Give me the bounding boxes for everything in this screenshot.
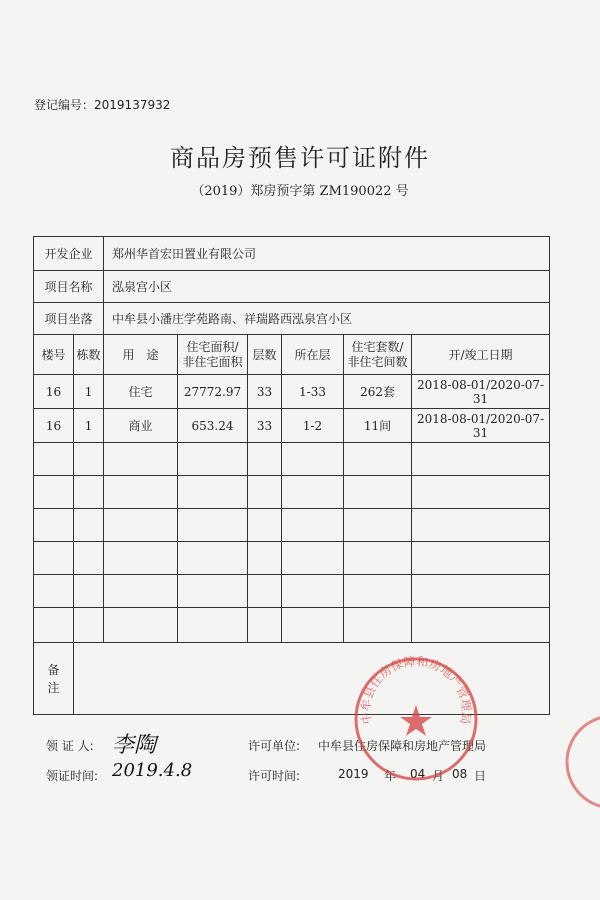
day-char: 日 [474, 769, 487, 783]
notes-label [34, 643, 74, 715]
empty-row [34, 443, 550, 476]
empty-row [34, 575, 550, 608]
table-row [34, 375, 550, 409]
location-label: 项目坐落 [34, 303, 104, 335]
header-units-line1: 住宅套数/ [351, 339, 404, 354]
cell-located-floor: 1-33 [282, 375, 344, 409]
location-row [34, 303, 550, 335]
cell-floors: 33 [248, 409, 282, 443]
cell-units: 11间 [344, 409, 412, 443]
header-building-no: 楼号 [34, 335, 74, 375]
receiver-signature: 李陶 [112, 733, 157, 758]
table-row [34, 409, 550, 443]
document-number: （2019）郑房预字第 ZM190022 号 [191, 184, 409, 199]
seal-text: 中牟县住房保障和房地产管理局 [358, 655, 474, 726]
cell-floors: 33 [248, 375, 282, 409]
project-row [34, 271, 550, 303]
receive-time-value: 2019.4.8 [112, 760, 193, 781]
cell-building-no: 16 [34, 375, 74, 409]
table-header-row [34, 335, 550, 375]
permit-time-label: 许可时间: [248, 769, 301, 783]
permit-year: 2019 [338, 767, 369, 781]
notes-label-char2: 注 [47, 680, 60, 695]
cell-count: 1 [74, 375, 104, 409]
cell-building-no: 16 [34, 409, 74, 443]
month-char: 月 [432, 769, 445, 783]
registration-value: 2019137932 [94, 98, 171, 112]
cell-use: 住宅 [104, 375, 178, 409]
header-located-floor: 所在层 [282, 335, 344, 375]
receive-time-label: 领证时间: [46, 769, 99, 783]
developer-row [34, 237, 550, 271]
notes-label-char1: 备 [47, 662, 60, 677]
developer-label: 开发企业 [34, 237, 104, 271]
page-title: 商品房预售许可证附件 [170, 144, 430, 172]
header-units [344, 335, 412, 375]
cell-units: 262套 [344, 375, 412, 409]
empty-row [34, 608, 550, 643]
permit-month: 04 [410, 767, 426, 781]
header-area [178, 335, 248, 375]
cell-dates: 2018-08-01/2020-07-31 [412, 409, 550, 443]
project-value: 泓泉宫小区 [104, 271, 550, 303]
cell-use: 商业 [104, 409, 178, 443]
header-dates: 开/竣工日期 [412, 335, 550, 375]
receiver-label: 领 证 人: [46, 739, 94, 753]
empty-row [34, 542, 550, 575]
header-area-line1: 住宅面积/ [186, 339, 239, 354]
cell-count: 1 [74, 409, 104, 443]
developer-value: 郑州华首宏田置业有限公司 [104, 237, 550, 271]
header-area-line2: 非住宅面积 [182, 354, 243, 369]
registration-number [34, 96, 170, 113]
header-use: 用 途 [104, 335, 178, 375]
cell-dates: 2018-08-01/2020-07-31 [412, 375, 550, 409]
header-floors: 层数 [248, 335, 282, 375]
permit-day: 08 [452, 767, 468, 781]
project-label: 项目名称 [34, 271, 104, 303]
cell-area: 653.24 [178, 409, 248, 443]
official-seal [352, 655, 480, 783]
header-count: 栋数 [74, 335, 104, 375]
empty-row [34, 509, 550, 542]
empty-row [34, 476, 550, 509]
location-value: 中牟县小潘庄学苑路南、祥瑞路西泓泉宫小区 [104, 303, 550, 335]
registration-label: 登记编号： [34, 98, 95, 112]
partial-seal [558, 712, 600, 812]
cell-located-floor: 1-2 [282, 409, 344, 443]
permit-table [33, 236, 550, 715]
year-char: 年 [384, 769, 397, 783]
cell-area: 27772.97 [178, 375, 248, 409]
issuer-label: 许可单位: [248, 739, 301, 753]
header-units-line2: 非住宅间数 [347, 354, 408, 369]
issuer-value: 中牟县住房保障和房地产管理局 [318, 739, 487, 753]
